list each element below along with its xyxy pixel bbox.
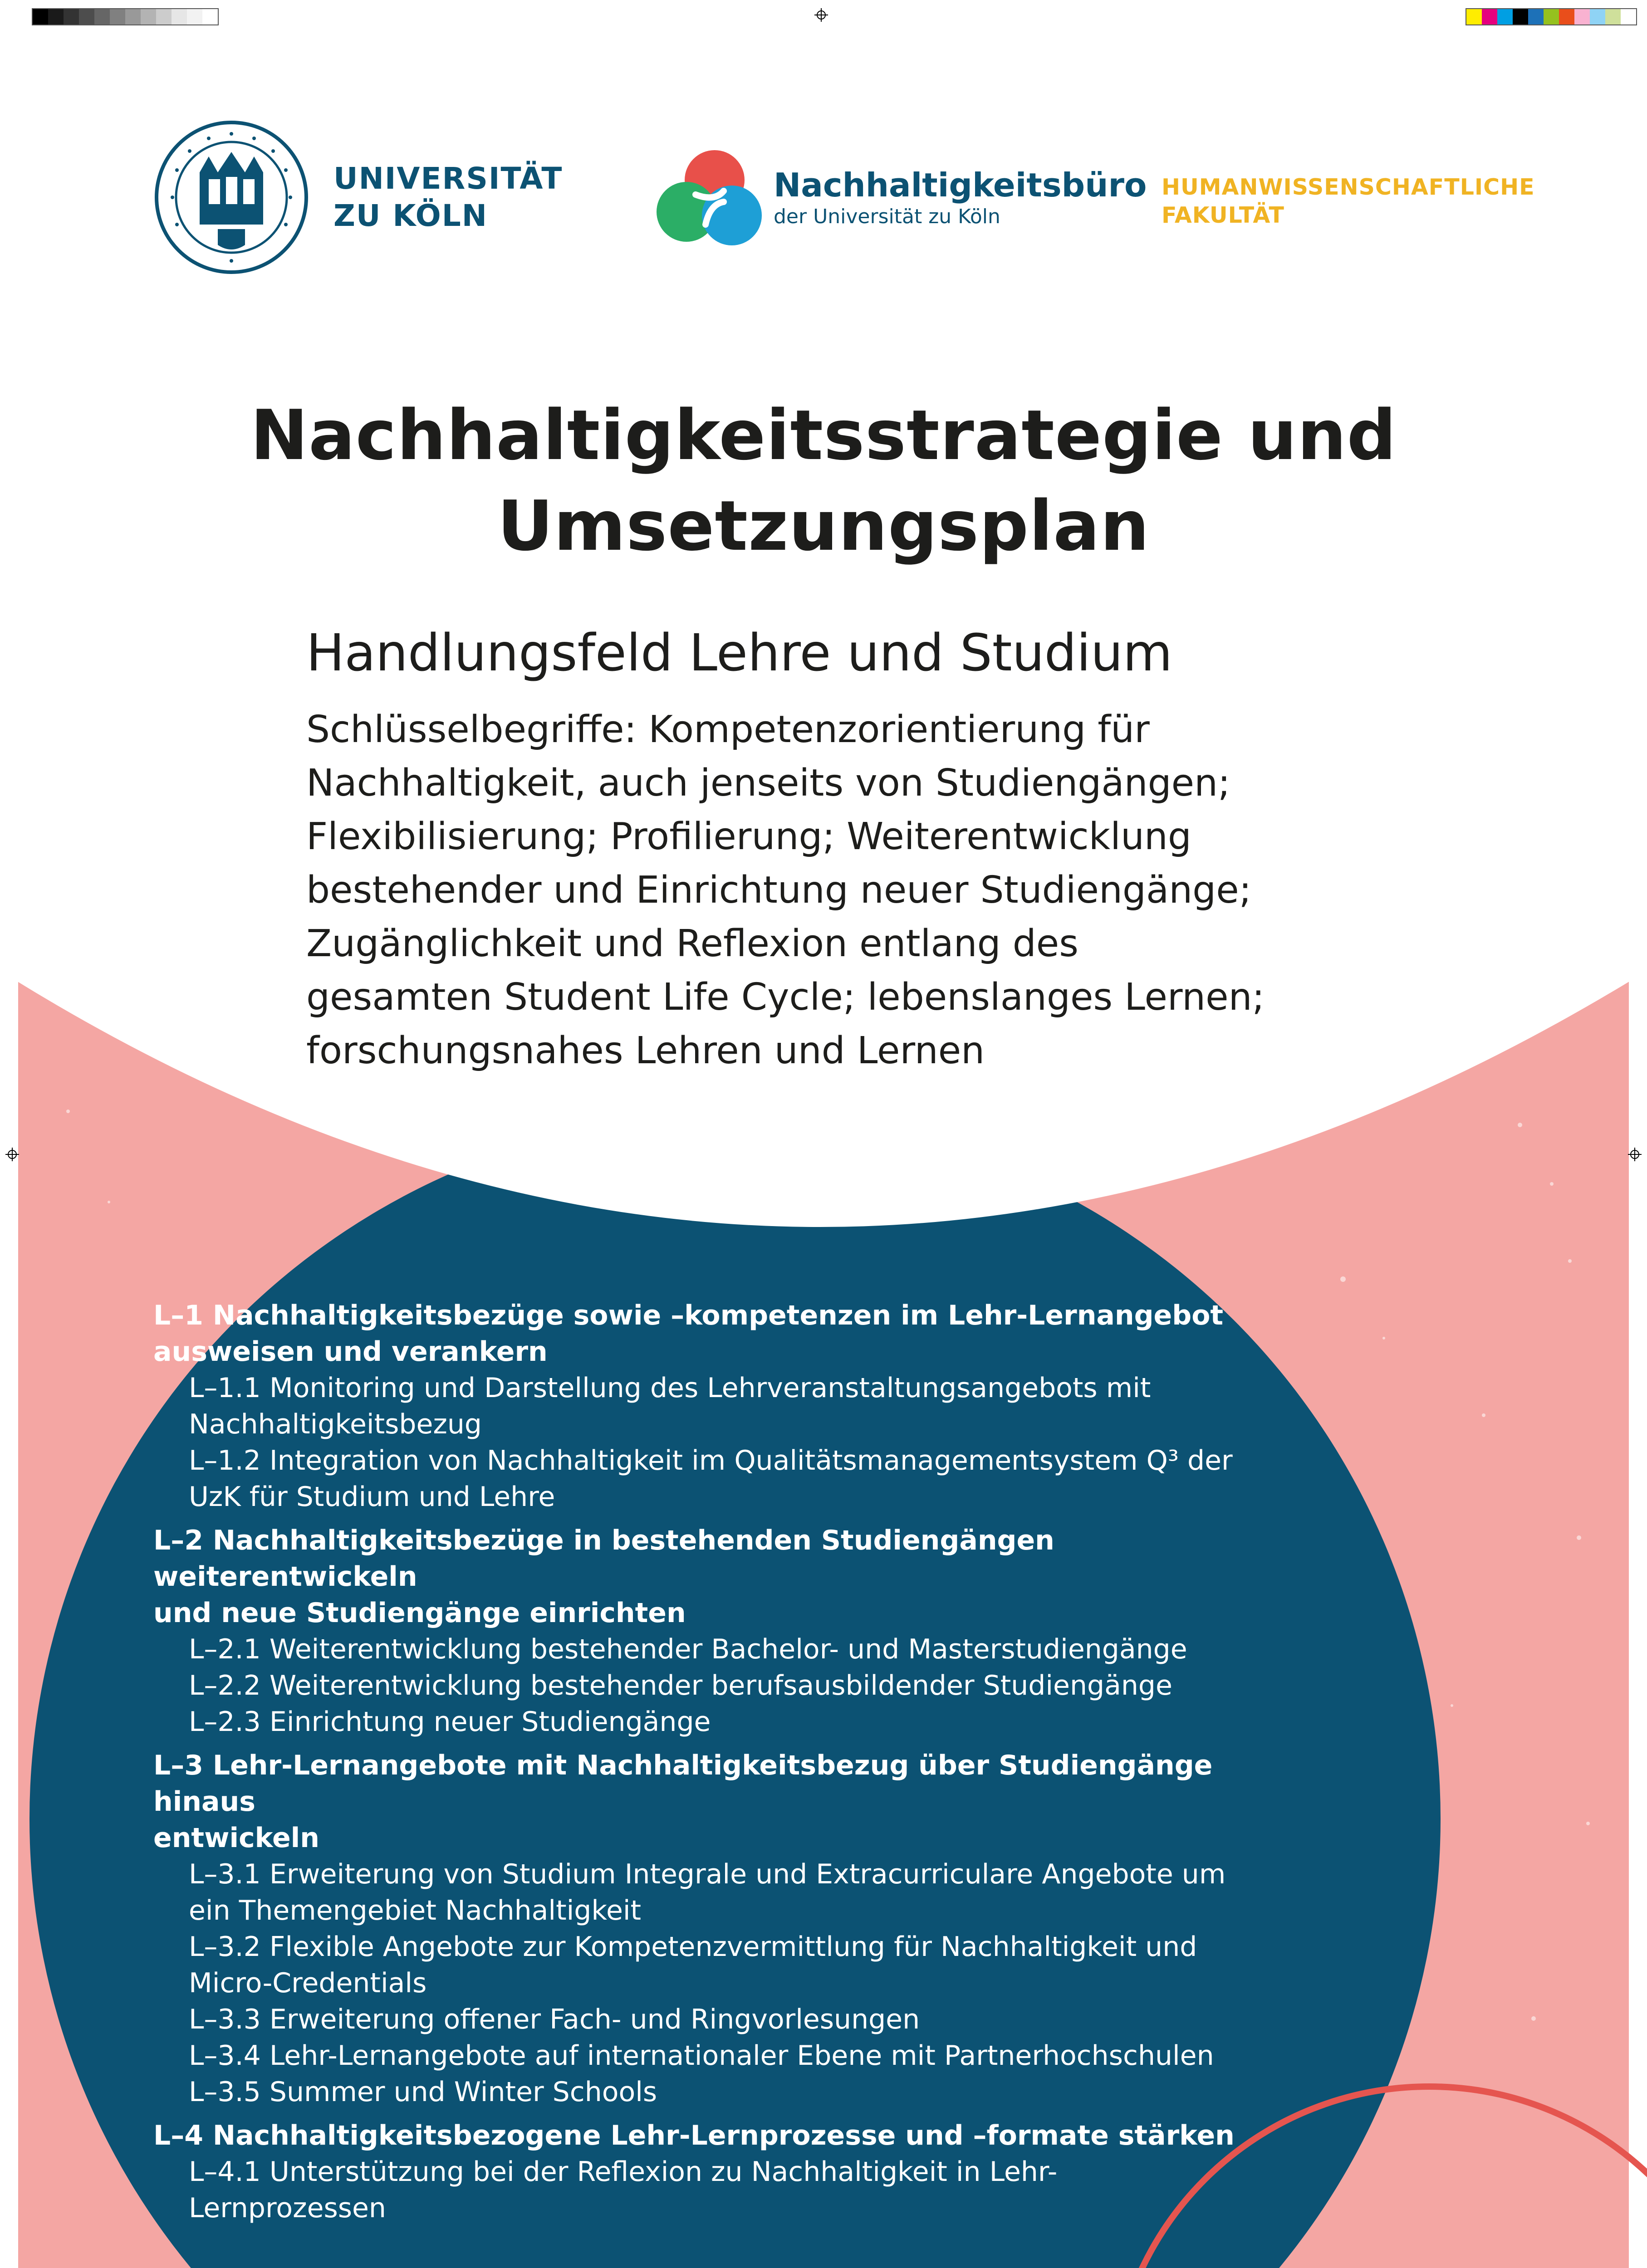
measure-item	[153, 1856, 1288, 1929]
registration-mark-icon	[814, 8, 828, 22]
color-swatch	[1482, 9, 1497, 24]
nhb-logo	[656, 147, 1147, 247]
color-swatch	[1513, 9, 1528, 24]
keywords-line: Zugänglichkeit und Reflexion entlang des	[306, 922, 1078, 965]
keywords-line: bestehender und Einrichtung neuer Studiengänge;	[306, 869, 1252, 912]
page-title	[0, 390, 1647, 572]
faculty-name-line2: FAKULTÄT	[1162, 202, 1284, 228]
registration-mark-icon	[1628, 1148, 1642, 1161]
color-swatch	[1574, 9, 1590, 24]
goal-title-line: L–2 Nachhaltigkeitsbezüge in bestehenden Studiengängen weiterentwickeln	[153, 1525, 1054, 1593]
measure-line: L–1.1 Monitoring und Darstellung des Lehrveranstaltungsangebots mit	[189, 1372, 1151, 1404]
keywords-line: forschungsnahes Lehren und Lernen	[306, 1029, 985, 1072]
measure-item	[153, 2074, 1288, 2110]
goal-l3	[153, 1747, 1288, 2110]
goal-title	[153, 1747, 1288, 1856]
goal-title-line: L–4 Nachhaltigkeitsbezogene Lehr-Lernprozesse und –formate stärken	[153, 2120, 1235, 2151]
color-swatch	[33, 9, 48, 24]
color-swatch	[1621, 9, 1636, 24]
title-line1: Nachhaltigkeitsstrategie und	[250, 395, 1397, 475]
measure-line: Lernprozessen	[189, 2192, 386, 2224]
measure-line: UzK für Studium und Lehre	[189, 1481, 555, 1513]
nhb-title: Nachhaltigkeitsbüro	[774, 166, 1147, 204]
color-swatch	[1544, 9, 1559, 24]
measure-line: L–1.2 Integration von Nachhaltigkeit im Qualitätsmanagementsystem Q³ der	[189, 1445, 1233, 1476]
color-swatch	[1605, 9, 1621, 24]
measure-line: Micro-Credentials	[189, 1967, 427, 1999]
color-swatch	[187, 9, 202, 24]
measure-item	[153, 2001, 1288, 2038]
color-swatch	[202, 9, 218, 24]
keywords-line: Nachhaltigkeit, auch jenseits von Studiengängen;	[306, 762, 1230, 805]
goals-list	[153, 1297, 1288, 2234]
measure-line: L–3.5 Summer und Winter Schools	[189, 2076, 657, 2108]
faculty-name-line1: HUMANWISSENSCHAFTLICHE	[1162, 174, 1535, 200]
keywords-block	[306, 703, 1395, 1078]
color-swatch	[156, 9, 172, 24]
measure-line: L–2.3 Einrichtung neuer Studiengänge	[189, 1706, 711, 1738]
keywords-line: gesamten Student Life Cycle; lebenslanges Lernen;	[306, 976, 1265, 1019]
measure-item	[153, 1704, 1288, 1740]
measure-line: L–2.1 Weiterentwicklung bestehender Bachelor- und Masterstudiengänge	[189, 1633, 1187, 1665]
measure-line: L–4.1 Unterstützung bei der Reflexion zu Nachhaltigkeit in Lehr-	[189, 2156, 1058, 2188]
faculty-logo	[1162, 173, 1535, 230]
measure-line: L–3.4 Lehr-Lernangebote auf internationaler Ebene mit Partnerhochschulen	[189, 2040, 1214, 2072]
color-swatch	[1559, 9, 1574, 24]
measure-line: L–3.2 Flexible Angebote zur Kompetenzvermittlung für Nachhaltigkeit und	[189, 1931, 1197, 1963]
measure-item	[153, 2154, 1288, 2226]
goal-title-line: L–3 Lehr-Lernangebote mit Nachhaltigkeitsbezug über Studiengänge hinaus	[153, 1750, 1213, 1818]
color-swatch	[64, 9, 79, 24]
measure-line: Nachhaltigkeitsbezug	[189, 1408, 482, 1440]
sustainability-office-logo-icon	[656, 147, 765, 247]
measure-item	[153, 1442, 1288, 1515]
registration-mark-icon	[5, 1148, 19, 1161]
color-swatch	[48, 9, 64, 24]
color-swatch	[1497, 9, 1513, 24]
color-swatch	[172, 9, 187, 24]
title-line2: Umsetzungsplan	[497, 486, 1150, 566]
uzk-name-line2: ZU KÖLN	[333, 198, 488, 233]
nhb-subtitle: der Universität zu Köln	[774, 205, 1000, 228]
color-swatch	[79, 9, 94, 24]
goal-title	[153, 2117, 1288, 2154]
uzk-logo	[154, 120, 563, 274]
measure-item	[153, 1631, 1288, 1667]
color-swatch	[1466, 9, 1482, 24]
grayscale-colorbar	[32, 8, 219, 25]
goal-title-line: entwickeln	[153, 1822, 319, 1854]
measure-line: L–2.2 Weiterentwicklung bestehender berufsausbildender Studiengänge	[189, 1670, 1172, 1701]
measure-item	[153, 1929, 1288, 2001]
goal-l1	[153, 1297, 1288, 1515]
goal-title-line: L–1 Nachhaltigkeitsbezüge sowie –kompetenzen im Lehr-Lernangebot	[153, 1300, 1224, 1331]
measure-item	[153, 1667, 1288, 1704]
university-seal-icon	[154, 120, 309, 274]
color-swatch	[125, 9, 141, 24]
goal-l2	[153, 1522, 1288, 1740]
goal-title	[153, 1522, 1288, 1631]
uzk-name-line1: UNIVERSITÄT	[333, 161, 563, 196]
keywords-line: Schlüsselbegriffe: Kompetenzorientierung für	[306, 708, 1150, 751]
measure-item	[153, 1370, 1288, 1442]
measure-line: L–3.1 Erweiterung von Studium Integrale und Extracurriculare Angebote um	[189, 1858, 1226, 1890]
color-swatch	[110, 9, 125, 24]
goal-l4	[153, 2117, 1288, 2226]
measure-line: ein Themengebiet Nachhaltigkeit	[189, 1895, 642, 1926]
goal-title-line: und neue Studiengänge einrichten	[153, 1597, 686, 1629]
cmyk-colorbar	[1466, 8, 1637, 25]
color-swatch	[1528, 9, 1544, 24]
color-swatch	[141, 9, 156, 24]
color-swatch	[94, 9, 110, 24]
goal-title	[153, 1297, 1288, 1370]
measure-item	[153, 2038, 1288, 2074]
keywords-line: Flexibilisierung; Profilierung; Weiterentwicklung	[306, 815, 1191, 858]
goal-title-line: ausweisen und verankern	[153, 1336, 548, 1368]
color-swatch	[1590, 9, 1605, 24]
subtitle: Handlungsfeld Lehre und Studium	[306, 624, 1172, 683]
measure-line: L–3.3 Erweiterung offener Fach- und Ringvorlesungen	[189, 2004, 920, 2035]
